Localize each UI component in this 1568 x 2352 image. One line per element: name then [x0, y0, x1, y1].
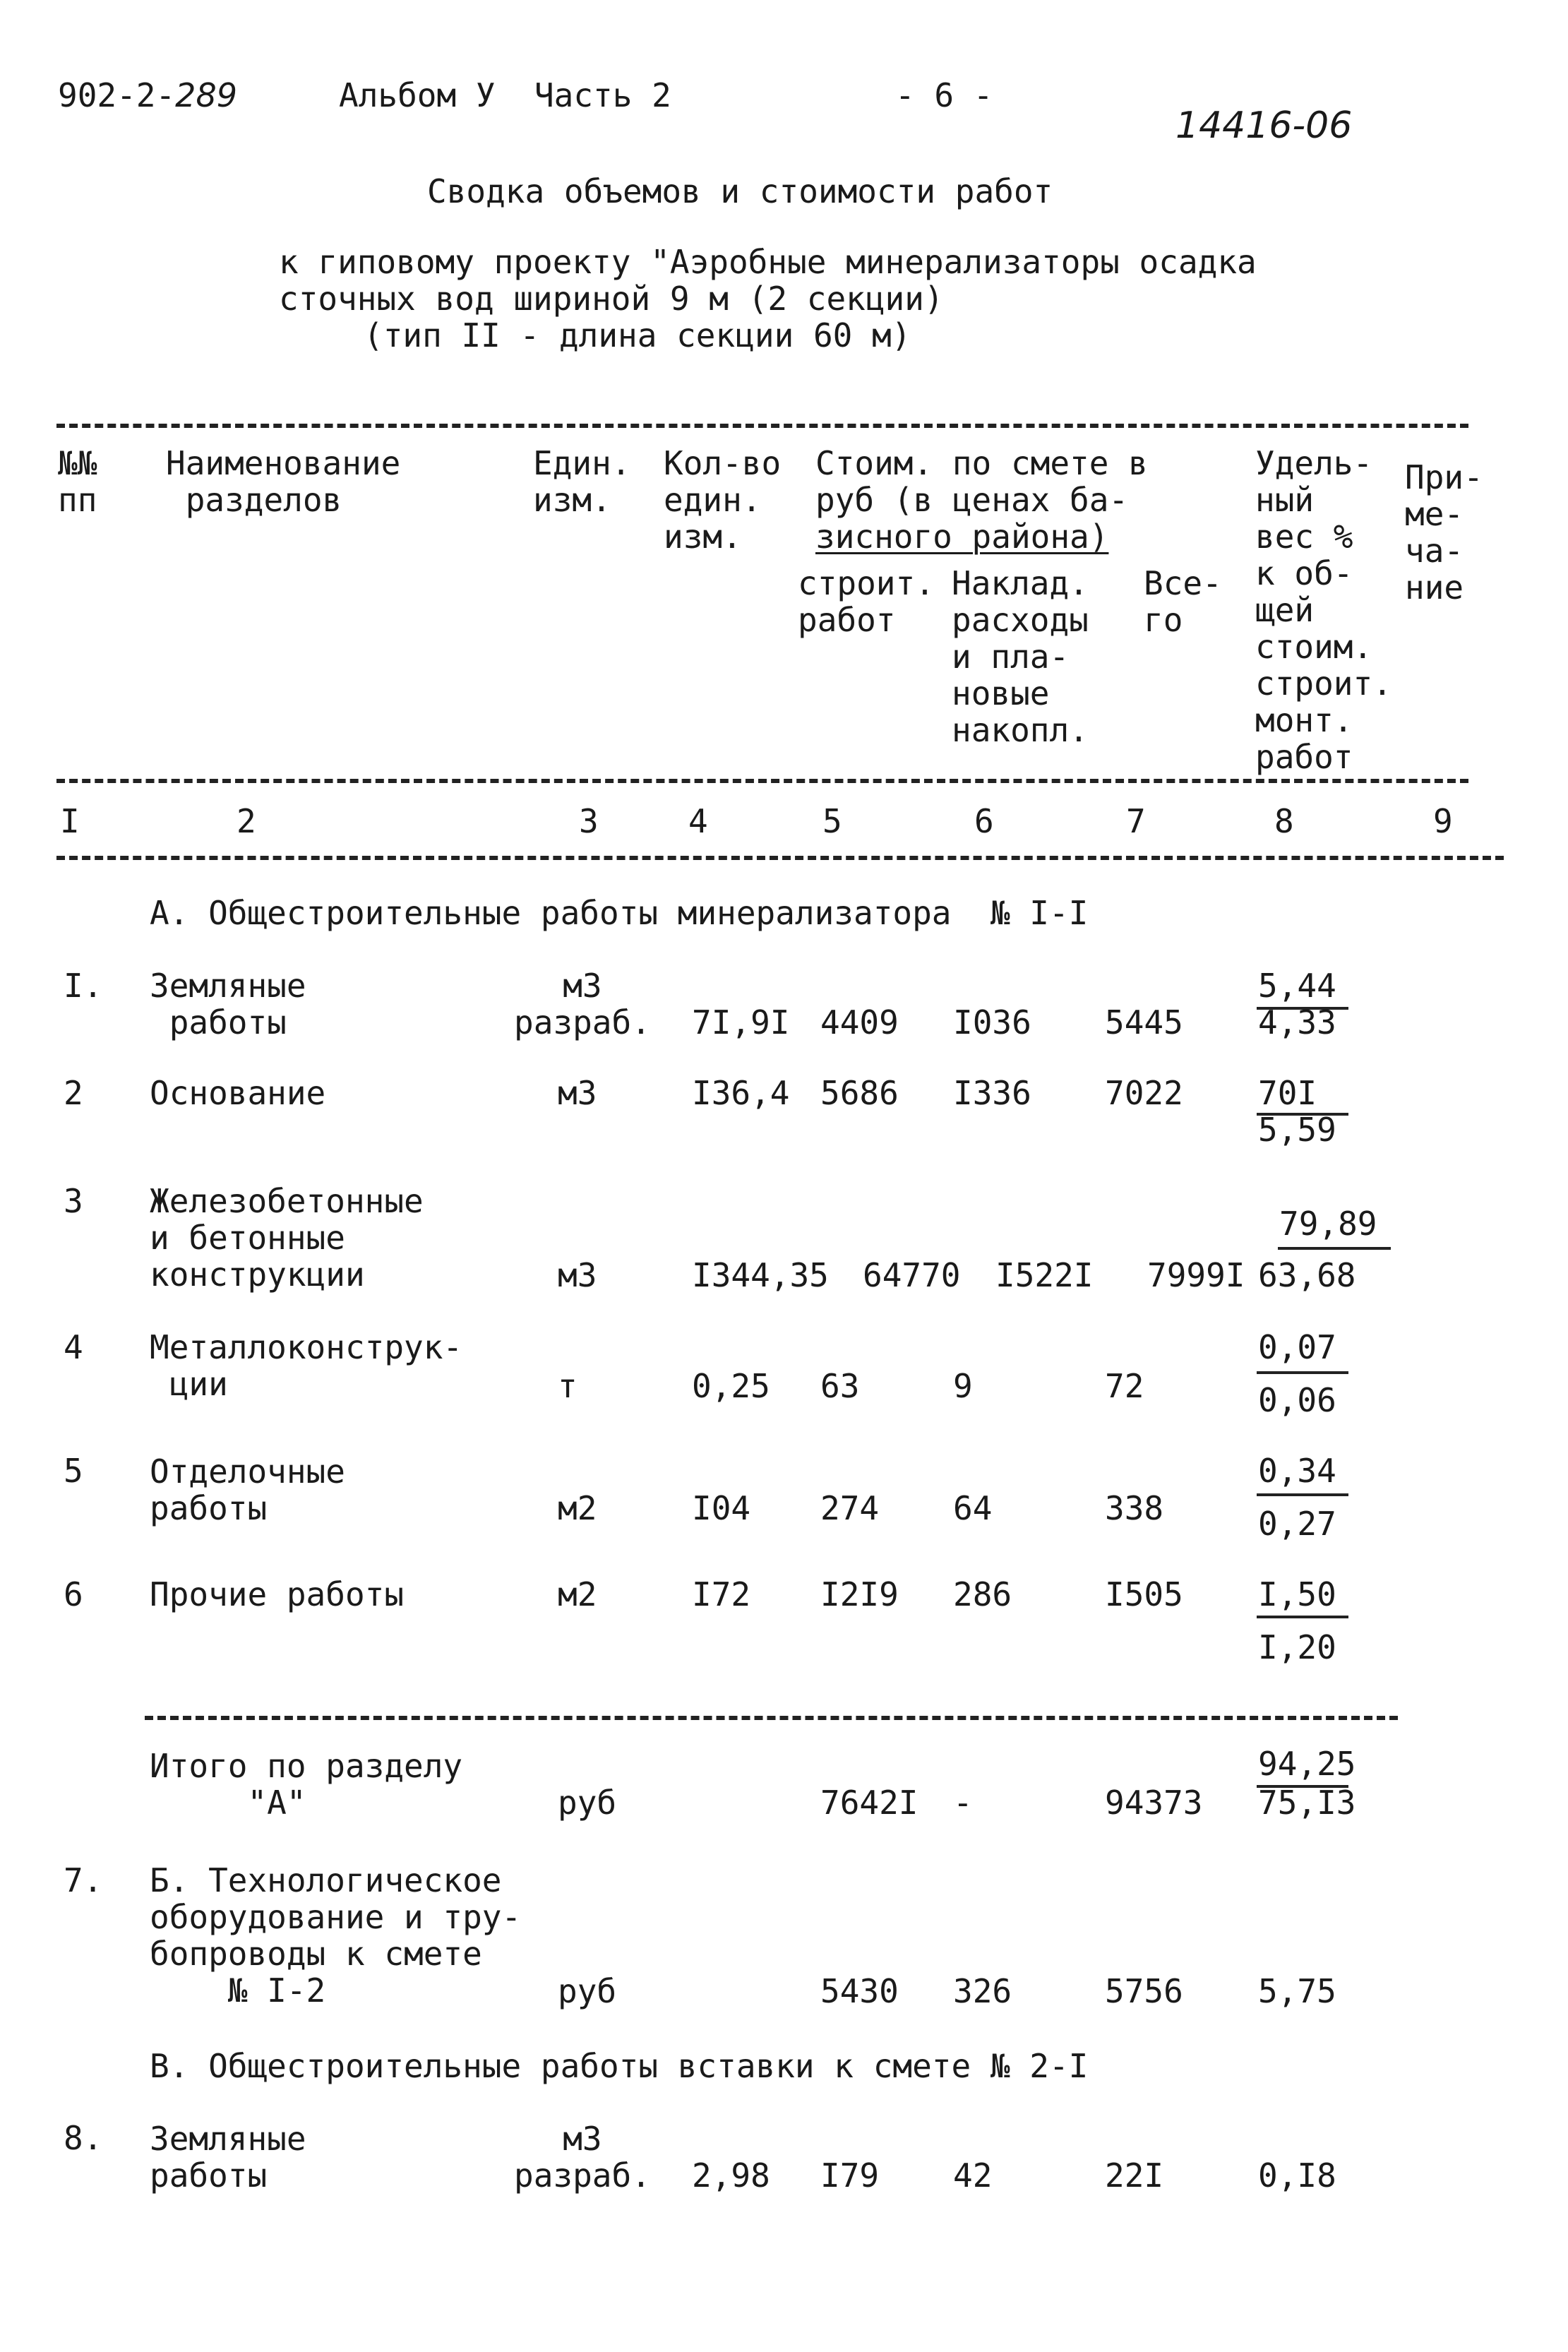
col-number-9: 9 [1433, 802, 1453, 840]
row8-qty: 2,98 [692, 2156, 770, 2195]
row4-number: 4 [64, 1328, 83, 1366]
row6-pct-top: I,50 [1258, 1575, 1336, 1613]
row1-number: I. [64, 967, 103, 1005]
row3-overhead: I522I [995, 1256, 1094, 1294]
row2-build: 5686 [820, 1074, 899, 1112]
row5-pct-top: 0,34 [1258, 1452, 1336, 1490]
col-number-7: 7 [1126, 802, 1146, 840]
row6-number: 6 [64, 1575, 83, 1613]
row1-build: 4409 [820, 1003, 899, 1041]
row2-overhead: I336 [953, 1074, 1031, 1112]
total-a-unit: руб [558, 1784, 617, 1822]
col-header-build: строит. работ [798, 564, 935, 639]
row4-fraction-line [1257, 1371, 1348, 1374]
total-a-build: 7642I [820, 1784, 918, 1822]
row3-unit: м3 [558, 1256, 597, 1294]
row1-overhead: I036 [953, 1003, 1031, 1041]
row5-number: 5 [64, 1452, 83, 1490]
col-number-5: 5 [822, 802, 842, 840]
row4-name: Металлоконструк- ции [150, 1328, 463, 1403]
column-numbers-rule [56, 856, 1504, 860]
row4-pct-top: 0,07 [1258, 1328, 1336, 1366]
doc-subtitle-2: сточных вод шириной 9 м (2 секции) [279, 280, 944, 318]
row4-qty: 0,25 [692, 1367, 770, 1405]
row6-overhead: 286 [953, 1575, 1012, 1613]
row1-unit: м3 разраб. [514, 967, 651, 1041]
row1-name: Земляные работы [150, 967, 306, 1041]
row5-unit: м2 [558, 1489, 597, 1527]
row8-name: Земляные работы [150, 2120, 306, 2195]
col-number-4: 4 [688, 802, 708, 840]
col-number-8: 8 [1274, 802, 1294, 840]
col-number-6: 6 [974, 802, 994, 840]
row2-qty: I36,4 [692, 1074, 790, 1112]
col-header-overhead: Наклад. расходы и пла- новые накопл. [952, 564, 1089, 749]
row4-unit: т [558, 1367, 577, 1405]
row1-total: 5445 [1105, 1003, 1183, 1041]
row6-total: I505 [1105, 1575, 1183, 1613]
row3-total: 7999I [1147, 1256, 1245, 1294]
row4-total: 72 [1105, 1367, 1144, 1405]
col-header-cost-group: Стоим. по смете в руб (в ценах ба- [815, 444, 1148, 519]
code-prefix: 902-2- [58, 76, 176, 114]
col-header-name: Наименование разделов [166, 444, 401, 519]
row3-qty: I344,35 [692, 1256, 829, 1294]
code-number: 289 [175, 76, 237, 114]
document-code [58, 76, 237, 114]
row1-qty: 7I,9I [692, 1003, 790, 1041]
album-label: Альбом У Часть 2 [339, 76, 671, 114]
col-header-note: При- ме- ча- ние [1405, 458, 1483, 607]
row7-number: 7. [64, 1861, 103, 1899]
row2-unit: м3 [558, 1074, 597, 1112]
total-a-total: 94373 [1105, 1784, 1203, 1822]
total-a-overhead: - [953, 1784, 973, 1822]
row2-total: 7022 [1105, 1074, 1183, 1112]
row7-pct: 5,75 [1258, 1972, 1336, 2010]
doc-title: Сводка объемов и стоимости работ [427, 172, 1053, 210]
header-top-rule [56, 424, 1468, 428]
row6-fraction-line [1257, 1616, 1348, 1618]
page-number: - 6 - [895, 76, 993, 114]
col-number-1: I [60, 802, 80, 840]
col-header-number: №№ пп [58, 444, 97, 519]
row3-pct-top: 79,89 [1279, 1205, 1377, 1243]
total-a-pct-bottom: 75,I3 [1258, 1784, 1356, 1822]
row5-total: 338 [1105, 1489, 1164, 1527]
row3-name: Железобетонные и бетонные конструкции [150, 1182, 424, 1294]
row8-pct: 0,I8 [1258, 2156, 1336, 2195]
row5-pct-bottom: 0,27 [1258, 1505, 1336, 1543]
doc-subtitle-3: (тип II - длина секции 60 м) [364, 316, 911, 354]
row5-fraction-line [1257, 1493, 1348, 1496]
col-header-total: Все- го [1144, 564, 1222, 639]
row5-overhead: 64 [953, 1489, 993, 1527]
row8-build: I79 [820, 2156, 880, 2195]
row5-build: 274 [820, 1489, 880, 1527]
row4-build: 63 [820, 1367, 860, 1405]
total-a-label: Итого по разделу "А" [150, 1747, 463, 1822]
row7-build: 5430 [820, 1972, 899, 2010]
row7-unit: руб [558, 1972, 617, 2010]
row3-fraction-line [1278, 1247, 1391, 1250]
row8-overhead: 42 [953, 2156, 993, 2195]
row5-qty: I04 [692, 1489, 751, 1527]
row4-pct-bottom: 0,06 [1258, 1381, 1336, 1419]
row6-build: I2I9 [820, 1575, 899, 1613]
section-a-heading: А. Общестроительные работы минерализатора № I-I [150, 894, 1089, 932]
total-a-pct-top: 94,25 [1258, 1745, 1356, 1783]
row7-overhead: 326 [953, 1972, 1012, 2010]
row8-unit: м3 разраб. [514, 2120, 651, 2195]
header-bottom-rule [56, 779, 1468, 783]
row1-pct-top: 5,44 [1258, 967, 1336, 1005]
col-header-cost-group-region: зисного района) [815, 518, 1109, 556]
col-number-2: 2 [237, 802, 256, 840]
row2-name: Основание [150, 1074, 326, 1112]
row3-build: 64770 [863, 1256, 961, 1294]
row7-name: Б. Технологическое оборудование и тру- бопроводы к смете № I-2 [150, 1861, 522, 2010]
row6-qty: I72 [692, 1575, 751, 1613]
inventory-number: 14416-06 [1175, 105, 1353, 147]
subtotal-rule [145, 1716, 1398, 1720]
row3-pct-bottom: 63,68 [1258, 1256, 1356, 1294]
row4-overhead: 9 [953, 1367, 973, 1405]
col-header-unit: Един. изм. [533, 444, 631, 519]
row6-name: Прочие работы [150, 1575, 405, 1613]
row8-number: 8. [64, 2119, 103, 2157]
row5-name: Отделочные работы [150, 1452, 345, 1527]
row7-total: 5756 [1105, 1972, 1183, 2010]
col-header-quantity: Кол-во един. изм. [664, 444, 782, 556]
row3-number: 3 [64, 1182, 83, 1220]
col-number-3: 3 [579, 802, 599, 840]
section-v-heading: В. Общестроительные работы вставки к смете № 2-I [150, 2047, 1089, 2085]
col-header-percent: Удель- ный вес % к об- щей стоим. строит. монт. работ [1255, 444, 1392, 776]
row2-number: 2 [64, 1074, 83, 1112]
row8-total: 22I [1105, 2156, 1164, 2195]
row2-pct-bottom: 5,59 [1258, 1111, 1336, 1149]
row6-unit: м2 [558, 1575, 597, 1613]
row6-pct-bottom: I,20 [1258, 1628, 1336, 1666]
row1-pct-bottom: 4,33 [1258, 1003, 1336, 1041]
row2-pct-top: 70I [1258, 1074, 1317, 1112]
doc-subtitle-1: к гиповому проекту "Аэробные минерализаторы осадка [279, 243, 1257, 281]
